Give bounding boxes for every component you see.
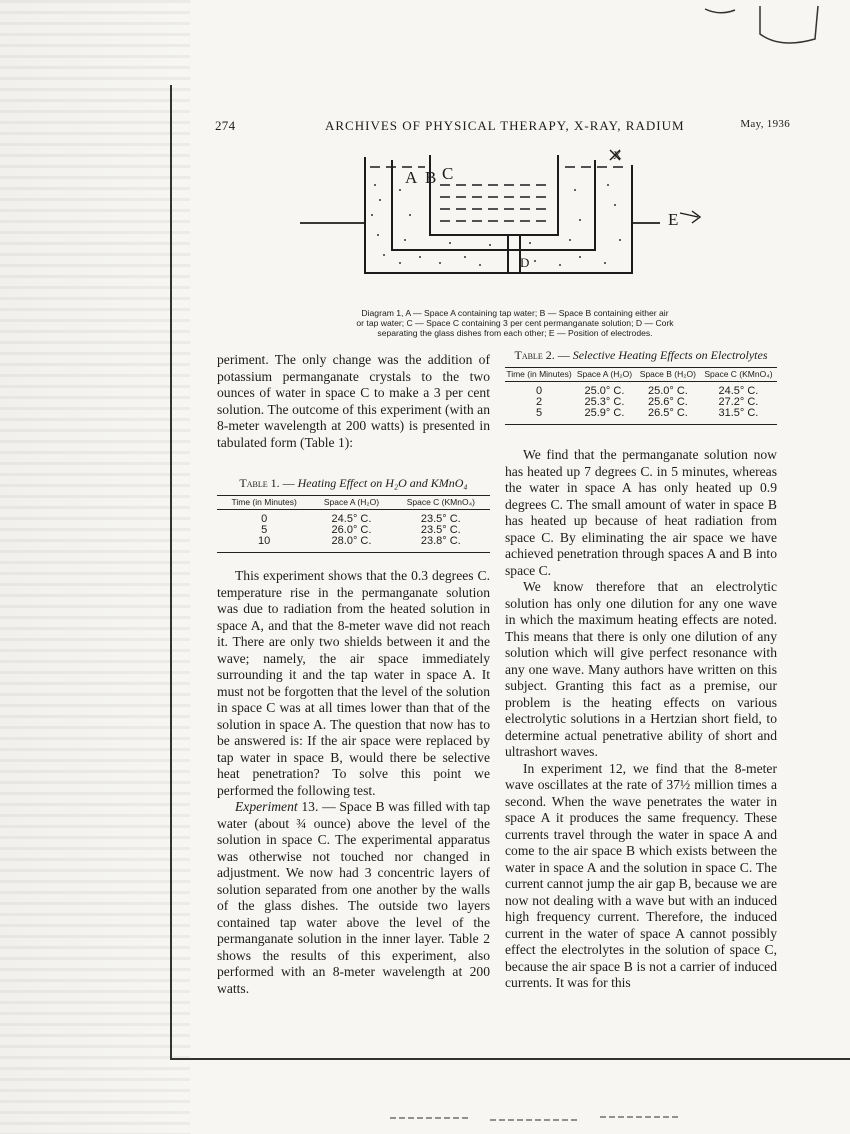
caption-line: separating the glass dishes from each other; E — Position of electrodes. bbox=[377, 328, 653, 338]
table-2-grid bbox=[505, 367, 777, 425]
table-cell: 25.6° C. bbox=[647, 396, 688, 408]
binding-rule bbox=[170, 85, 172, 1060]
caption-line: or tap water; C — Space C containing 3 per cent permanganate solution; D — Cork bbox=[356, 318, 674, 328]
table-1-title bbox=[217, 476, 490, 491]
table-2-label: Table 2. — bbox=[514, 348, 570, 362]
table-cell: 0 bbox=[535, 385, 543, 397]
table-cell: 26.0° C. bbox=[331, 524, 372, 536]
journal-title: ARCHIVES OF PHYSICAL THERAPY, X-RAY, RADIUM bbox=[325, 118, 685, 133]
table-cell: 25.3° C. bbox=[584, 396, 625, 408]
label-e: E bbox=[668, 210, 679, 229]
table-cell: 28.0° C. bbox=[331, 535, 372, 547]
page-number: 274 bbox=[215, 118, 236, 133]
table-row bbox=[217, 536, 490, 553]
table-cell: 0 bbox=[261, 513, 268, 525]
table-1-caption: Heating Effect on H₂O and KMnO₄ bbox=[297, 476, 468, 490]
paragraph bbox=[217, 799, 490, 997]
left-column bbox=[217, 352, 490, 451]
paragraph: This experiment shows that the 0.3 degrees C. temperature rise in the permanganate solution was due to radiation from the heated solution in space A, and that the 8-meter wave did not reach it. There are only two shields between it and the wave; namely, the air space immediately surrounding it and the tap water in space A. It must not be forgotten that the level of the solution in space C was at all times lower than that of the solution in space A. The question that now has to be answered is: If the air space were replaced by tap water in space B, would there be selective heat penetration? To solve this point we performed the following test. bbox=[217, 568, 490, 798]
table-cell: 2 bbox=[535, 396, 543, 408]
table-cell: 23.5° C. bbox=[420, 524, 461, 536]
table-header: Space A (H₂O) bbox=[576, 369, 633, 379]
bottom-rule bbox=[170, 1058, 850, 1060]
apparatus-diagram bbox=[280, 145, 750, 305]
corner-scribble bbox=[700, 4, 820, 54]
paragraph: We know therefore that an electrolytic solution has only one dilution for any one wave in which the maximum heating effects are noted. This means that there is only one dilution of any solution which will give perfect resonance with any one wave. Many authors have written on this subject. Granting this fact as a premise, our problem is the heating effects on various electrolytic solutions in a Hertzian short field, to determine actual penetrative ability of short and ultrashort waves. bbox=[505, 579, 777, 759]
table-1-grid bbox=[217, 495, 490, 553]
running-header bbox=[215, 118, 790, 136]
table-cell: 24.5° C. bbox=[331, 513, 372, 525]
table-1 bbox=[217, 476, 490, 553]
e-marker bbox=[680, 211, 700, 223]
table-header: Time (in Minutes) bbox=[231, 497, 297, 507]
table-cell: 26.5° C. bbox=[647, 407, 688, 419]
experiment-label: Experiment bbox=[235, 799, 298, 814]
issue-date: May, 1936 bbox=[740, 118, 790, 130]
paragraph: We find that the permanganate solution now has heated up 7 degrees C. in 5 minutes, whereas the water in space A has only heated up 0.9 degrees C. The small amount of water in space B has heated up because of heat radiation from space C. By eliminating the air space we have achieved penetration through spaces A and B into space C. bbox=[505, 447, 777, 578]
caption-line: Diagram 1, A — Space A containing tap water; B — Space B containing either air bbox=[361, 308, 669, 318]
table-header: Space C (KMnO₄) bbox=[704, 369, 773, 379]
table-cell: 10 bbox=[258, 535, 271, 547]
table-cell: 23.5° C. bbox=[420, 513, 461, 525]
paragraph: In experiment 12, we find that the 8-meter wave oscillates at the rate of 37½ million times a second. When the wave penetrates the water in space A it produces the same frequency. These currents travel through the water in space A and come to the air space B which exists between the water in space A and the solution in space C. The current cannot jump the air gap B, because we are now not dealing with a wave but with an induced high frequency current. Therefore, the induced current in the water of space A cannot possibly effect the electrolytes in the solution of space C, because the air space B is not a carrier of induced currents. It was for this bbox=[505, 760, 777, 990]
table-cell: 25.0° C. bbox=[647, 385, 688, 397]
scan-left-edge bbox=[0, 0, 190, 1134]
label-x: X bbox=[613, 148, 622, 162]
left-column-continued bbox=[217, 568, 490, 997]
right-column bbox=[505, 447, 777, 992]
table-cell: 24.5° C. bbox=[718, 385, 759, 397]
table-row bbox=[505, 382, 777, 398]
table-cell: 25.0° C. bbox=[584, 385, 625, 397]
table-cell: 31.5° C. bbox=[718, 407, 759, 419]
table-cell: 25.9° C. bbox=[584, 407, 625, 419]
table-2 bbox=[505, 348, 777, 425]
table-row bbox=[505, 408, 777, 425]
table-cell: 27.2° C. bbox=[718, 396, 759, 408]
label-c: C bbox=[442, 164, 454, 183]
table-row bbox=[217, 510, 490, 526]
table-2-title bbox=[505, 348, 777, 363]
table-header: Time (in Minutes) bbox=[506, 369, 572, 379]
table-header: Space A (H₂O) bbox=[323, 497, 380, 507]
scan-bottom-marks bbox=[380, 1112, 700, 1126]
middle-dish bbox=[392, 160, 595, 250]
table-header: Space C (KMnO₄) bbox=[406, 497, 475, 507]
table-2-caption: Selective Heating Effects on Electrolytes bbox=[572, 348, 768, 362]
table-cell: 5 bbox=[261, 524, 268, 536]
diagram-caption bbox=[290, 308, 740, 338]
label-b: B bbox=[425, 168, 437, 187]
label-a: A bbox=[405, 168, 418, 187]
experiment-text: 13. — Space B was filled with tap water (about ¾ ounce) above the level of the solution in space C. The experimental apparatus was otherwise not touched nor changed in adjustment. We now had 3 concentric layers of solution separated from one another by the walls of the glass dishes. The outside two layers contained tap water above the level of the permanganate solution in the inner layer. Table 2 shows the results of this experiment, also performed with an 8-meter wavelength at 200 watts. bbox=[217, 799, 490, 996]
table-header: Space B (H₂O) bbox=[639, 369, 696, 379]
label-d: D bbox=[520, 255, 530, 270]
table-cell: 23.8° C. bbox=[420, 535, 461, 547]
paragraph: periment. The only change was the addition of potassium permanganate crystals to the two ounces of water in space C to make a 3 per cent solution. The outcome of this experiment (with an 8-meter wavelength at 200 watts) is presented in tabulated form (Table 1): bbox=[217, 352, 490, 450]
table-1-label: Table 1. — bbox=[239, 476, 295, 490]
table-cell: 5 bbox=[535, 407, 543, 419]
